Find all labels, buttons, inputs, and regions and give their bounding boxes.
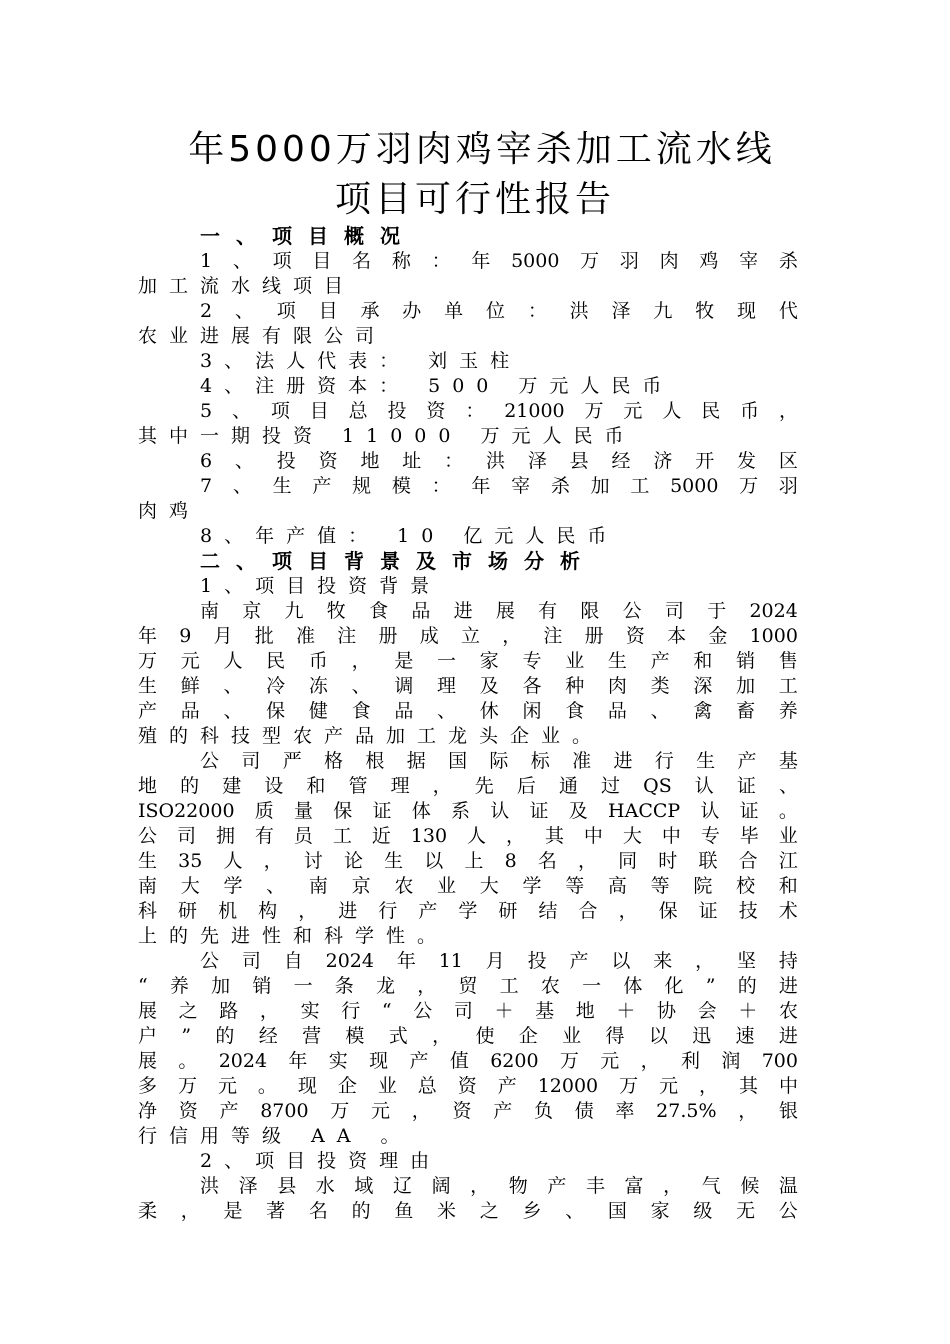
body-line: “ 养 加 销 一 条 龙 ， 贸 工 农 一 体 化 ” 的 进 — [138, 975, 798, 997]
body-line: 5 、 项 目 总 投 资 ： 21000 万 元 人 民 币 ， — [200, 400, 798, 422]
body-line: 生 35 人 ， 讨 论 生 以 上 8 名 ， 同 时 联 合 江 — [138, 850, 798, 872]
body-line: 4、注册资本： 500 万元人民币 — [200, 375, 674, 397]
body-line: 产 品 、 保 健 食 品 、 休 闲 食 品 、 禽 畜 养 — [138, 700, 798, 722]
body-line: 公 司 严 格 根 据 国 际 标 准 进 行 生 产 基 — [200, 750, 798, 772]
body-line: 多 万 元 。 现 企 业 总 资 产 12000 万 元 ， 其 中 — [138, 1075, 798, 1097]
body-line: 2、项目投资理由 — [200, 1150, 442, 1172]
body-line: 公 司 拥 有 员 工 近 130 人 ， 其 中 大 中 专 毕 业 — [138, 825, 798, 847]
body-line: 地 的 建 设 和 管 理 ， 先 后 通 过 QS 认 证 、 — [138, 775, 798, 797]
body-line: 年 9 月 批 准 注 册 成 立 ， 注 册 资 本 金 1000 — [138, 625, 798, 647]
body-line: 上的先进性和科学性。 — [138, 925, 449, 947]
document-title-line-1: 年5000万羽肉鸡宰杀加工流水线 — [188, 129, 776, 170]
body-line: 南 大 学 、 南 京 农 业 大 学 等 高 等 院 校 和 — [138, 875, 798, 897]
document-body — [138, 224, 798, 1224]
body-line: 公 司 自 2024 年 11 月 投 产 以 来 ， 坚 持 — [200, 950, 798, 972]
body-line: 行信用等级 AA 。 — [138, 1125, 412, 1147]
body-line: 净 资 产 8700 万 元 ， 资 产 负 债 率 27.5% ， 银 — [138, 1100, 798, 1122]
body-line: 6 、 投 资 地 址 ： 洪 泽 县 经 济 开 发 区 — [200, 450, 798, 472]
body-line: 加工流水线项目 — [138, 275, 356, 297]
body-line: 8、年产值： 10 亿元人民币 — [200, 525, 619, 547]
body-line: 2 、 项 目 承 办 单 位 ： 洪 泽 九 牧 现 代 — [200, 300, 798, 322]
body-line: 南 京 九 牧 食 品 进 展 有 限 公 司 于 2024 — [200, 600, 798, 622]
section-heading: 二、项目背景及市场分析 — [200, 549, 596, 573]
body-line: 1、项目投资背景 — [200, 575, 442, 597]
body-line: 户 ” 的 经 营 模 式 ， 使 企 业 得 以 迅 速 进 — [138, 1025, 798, 1047]
body-line: 展 。 2024 年 实 现 产 值 6200 万 元 ， 利 润 700 — [138, 1050, 798, 1072]
body-line: 其中一期投资 11000 万元人民币 — [138, 425, 636, 447]
section-heading: 一、项目概况 — [200, 224, 416, 248]
body-line: 农业进展有限公司 — [138, 325, 387, 347]
body-line: 科 研 机 构 ， 进 行 产 学 研 结 合 ， 保 证 技 术 — [138, 900, 798, 922]
body-line: 1 、 项 目 名 称 ： 年 5000 万 羽 肉 鸡 宰 杀 — [200, 250, 798, 272]
body-line: 3、法人代表： 刘玉柱 — [200, 350, 522, 372]
body-line: 洪 泽 县 水 域 辽 阔 ， 物 产 丰 富 ， 气 候 温 — [200, 1175, 798, 1197]
body-line: 万 元 人 民 币 ， 是 一 家 专 业 生 产 和 销 售 — [138, 650, 798, 672]
document-title-line-2: 项目可行性报告 — [334, 179, 615, 220]
body-line: 生 鲜 、 冷 冻 、 调 理 及 各 种 肉 类 深 加 工 — [138, 675, 798, 697]
body-line: 7 、 生 产 规 模 ： 年 宰 杀 加 工 5000 万 羽 — [200, 475, 798, 497]
body-line: 殖的科技型农产品加工龙头企业。 — [138, 725, 604, 747]
body-line: 展 之 路 ， 实 行 “ 公 司 ＋ 基 地 ＋ 协 会 ＋ 农 — [138, 1000, 798, 1022]
body-line: ISO22000 质 量 保 证 体 系 认 证 及 HACCP 认 证 。 — [138, 800, 798, 822]
body-line: 柔 ， 是 著 名 的 鱼 米 之 乡 、 国 家 级 无 公 — [138, 1200, 798, 1222]
body-line: 肉鸡 — [138, 500, 201, 522]
